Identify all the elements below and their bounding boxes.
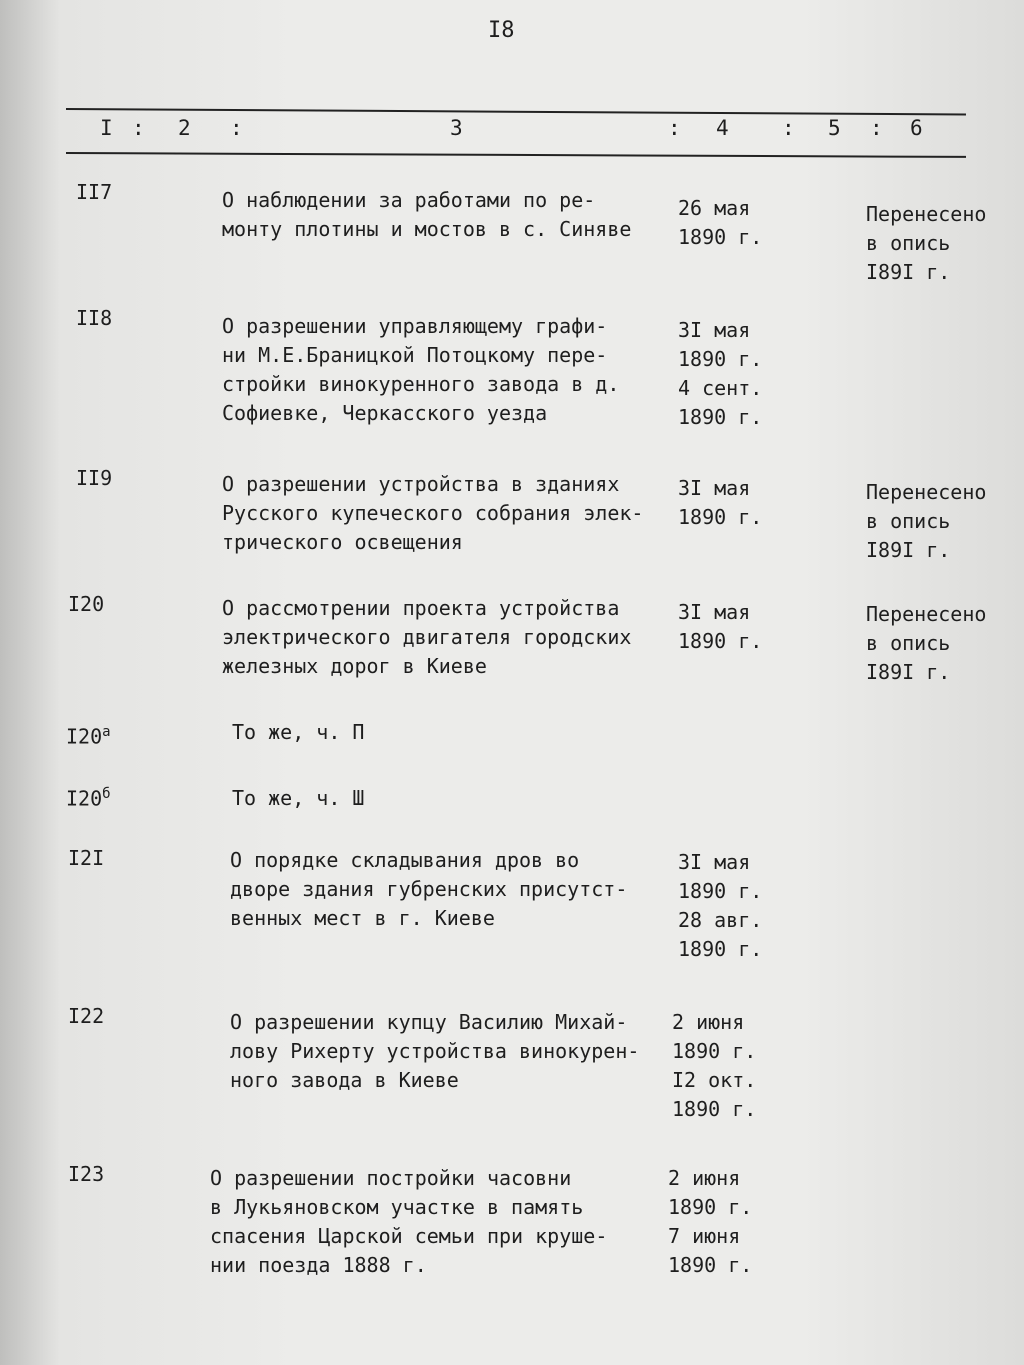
item-description: То же, ч. П bbox=[232, 720, 365, 744]
item-number: II9 bbox=[76, 466, 113, 490]
header-bottom-rule bbox=[66, 152, 966, 158]
item-description: То же, ч. Ш bbox=[232, 786, 365, 810]
header-top-rule bbox=[66, 108, 966, 115]
item-number: I20 bbox=[68, 592, 105, 616]
item-description: О порядке складывания дров во дворе здания губренских присутст- венных мест в г. Киеве bbox=[230, 848, 628, 930]
header-col-3: 3 bbox=[450, 116, 463, 140]
item-number: I2I bbox=[68, 846, 105, 870]
item-dates: 2 июня 1890 г. I2 окт. 1890 г. bbox=[672, 1010, 757, 1121]
item-number: II8 bbox=[76, 306, 113, 330]
item-description: О наблюдении за работами по ре- монту плотины и мостов в с. Синяве bbox=[222, 188, 632, 241]
item-note: Перенесено в опись I89I г. bbox=[866, 202, 987, 284]
item-note: Перенесено в опись I89I г. bbox=[866, 602, 987, 684]
header-separator: : bbox=[132, 116, 145, 140]
table-header bbox=[0, 116, 1024, 150]
header-separator: : bbox=[782, 116, 795, 140]
item-dates: 3I мая 1890 г. 28 авг. 1890 г. bbox=[678, 850, 763, 961]
header-col-1: I bbox=[100, 116, 113, 140]
item-dates: 3I мая 1890 г. bbox=[678, 600, 763, 653]
item-note: Перенесено в опись I89I г. bbox=[866, 480, 987, 562]
item-description: О разрешении управляющему графи- ни М.Е.Браницкой Потоцкому пере- стройки винокуренного завода в д. Софиевке, Черкасского уезда bbox=[222, 314, 620, 425]
item-number: I22 bbox=[68, 1004, 105, 1028]
header-col-5: 5 bbox=[828, 116, 841, 140]
header-separator: : bbox=[870, 116, 883, 140]
header-col-6: 6 bbox=[910, 116, 923, 140]
item-dates: 3I мая 1890 г. 4 сент. 1890 г. bbox=[678, 318, 763, 429]
item-dates: 2 июня 1890 г. 7 июня 1890 г. bbox=[668, 1166, 753, 1277]
item-description: О рассмотрении проекта устройства электрического двигателя городских железных дорог в Киеве bbox=[222, 596, 632, 678]
item-dates: 26 мая 1890 г. bbox=[678, 196, 763, 249]
header-col-4: 4 bbox=[716, 116, 729, 140]
item-description: О разрешении устройства в зданиях Русского купеческого собрания элек- трического освещения bbox=[222, 472, 644, 554]
binding-shadow bbox=[0, 0, 60, 1365]
header-separator: : bbox=[230, 116, 243, 140]
header-separator: : bbox=[668, 116, 681, 140]
item-number: II7 bbox=[76, 180, 113, 204]
page-number: I8 bbox=[488, 18, 515, 43]
item-number: I23 bbox=[68, 1162, 105, 1186]
header-col-2: 2 bbox=[178, 116, 191, 140]
item-number: $I20^б$ bbox=[66, 786, 111, 811]
item-description: О разрешении постройки часовни в Лукьяновском участке в память спасения Царской семьи при круше- нии поезда 1888 г. bbox=[210, 1166, 608, 1277]
item-dates: 3I мая 1890 г. bbox=[678, 476, 763, 529]
item-number: $I20^а$ bbox=[66, 724, 111, 749]
item-description: О разрешении купцу Василию Михай- лову Рихерту устройства винокурен- ного завода в Киеве bbox=[230, 1010, 640, 1092]
